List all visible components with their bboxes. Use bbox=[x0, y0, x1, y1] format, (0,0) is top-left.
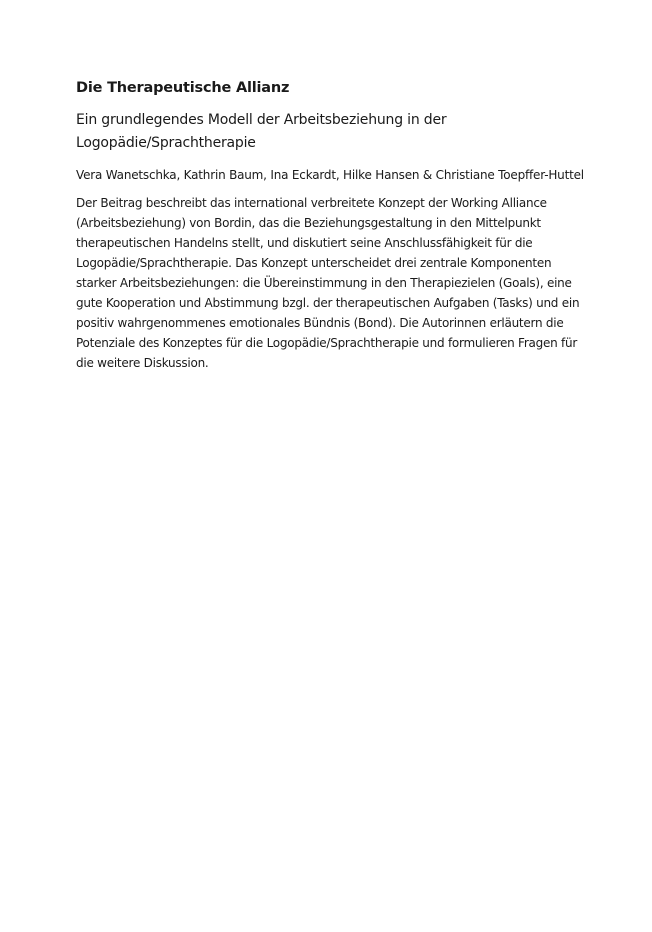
article-page bbox=[76, 78, 586, 373]
article-subtitle: Ein grundlegendes Modell der Arbeitsbeziehung in der Logopädie/Sprachtherapie bbox=[76, 112, 447, 151]
article-authors: Vera Wanetschka, Kathrin Baum, Ina Eckardt, Hilke Hansen & Christiane Toepffer-Huttel bbox=[76, 168, 584, 182]
article-title: Die Therapeutische Allianz bbox=[76, 80, 290, 96]
article-abstract: Der Beitrag beschreibt das international verbreitete Konzept der Working Alliance (Arbeitsbeziehung) von Bordin, das die Beziehungsgestaltung in den Mittelpunkt therapeutischen Handelns stellt, und diskutiert seine Anschlussfähigkeit für die Logopädie/Sprachtherapie. Das Konzept unterscheidet drei zentrale Komponenten starker Arbeitsbeziehungen: die Übereinstimmung in den Therapiezielen (Goals), eine gute Kooperation und Abstimmung bzgl. der therapeutischen Aufgaben (Tasks) und ein positiv wahrgenommenes emotionales Bündnis (Bond). Die Autorinnen erläutern die Potenziale des Konzeptes für die Logopädie/Sprachtherapie und formulieren Fragen für die weitere Diskussion. bbox=[76, 196, 580, 370]
